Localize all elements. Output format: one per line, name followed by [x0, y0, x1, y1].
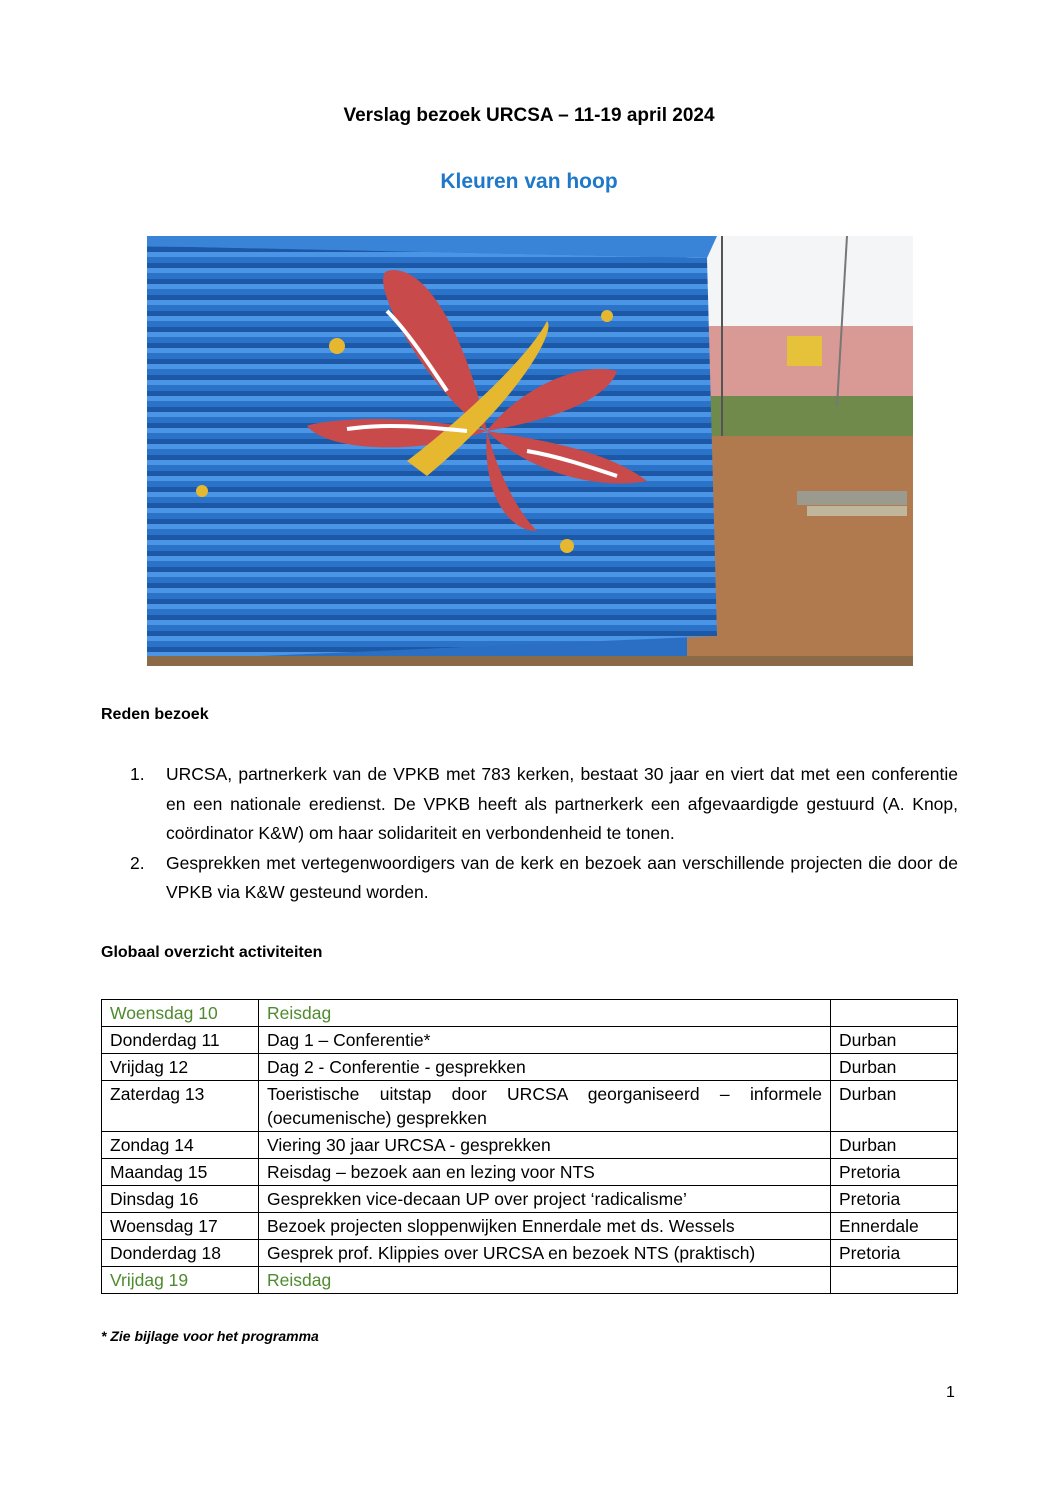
reasons-list: [130, 760, 958, 908]
table-row: [102, 1186, 958, 1213]
activity-cell: Gesprekken vice-decaan UP over project ‘radicalisme’: [259, 1186, 831, 1213]
place-cell: [831, 1267, 958, 1294]
list-item-text: Gesprekken met vertegenwoordigers van de kerk en bezoek aan verschillende projecten die door de VPKB via K&W gesteund worden.: [166, 852, 958, 902]
activity-cell: Dag 2 - Conferentie - gesprekken: [259, 1054, 831, 1081]
section-heading-reasons: Reden bezoek: [101, 706, 209, 723]
day-cell: Woensdag 17: [102, 1213, 259, 1240]
table-row: [102, 1159, 958, 1186]
day-cell: Vrijdag 12: [102, 1054, 259, 1081]
cover-photo-painted-butterfly-wall: [147, 236, 913, 666]
table-row: [102, 1213, 958, 1240]
place-cell: Pretoria: [831, 1186, 958, 1213]
day-cell: Donderdag 18: [102, 1240, 259, 1267]
activity-cell: Dag 1 – Conferentie*: [259, 1027, 831, 1054]
day-cell: Maandag 15: [102, 1159, 259, 1186]
list-item-number: 2.: [130, 852, 145, 873]
activity-cell: Toeristische uitstap door URCSA georganiseerd – informele (oecumenische) gesprekken: [259, 1081, 831, 1132]
document-title: Verslag bezoek URCSA – 11-19 april 2024: [343, 105, 715, 126]
table-row: [102, 1081, 958, 1132]
footnote: * Zie bijlage voor het programma: [101, 1328, 319, 1344]
place-cell: Durban: [831, 1132, 958, 1159]
activity-cell: Reisdag: [259, 1267, 831, 1294]
day-cell: Dinsdag 16: [102, 1186, 259, 1213]
place-cell: Pretoria: [831, 1240, 958, 1267]
day-cell: Woensdag 10: [102, 1000, 259, 1027]
activity-cell: Gesprek prof. Klippies over URCSA en bezoek NTS (praktisch): [259, 1240, 831, 1267]
list-item: [130, 849, 958, 908]
table-row: [102, 1027, 958, 1054]
day-cell: Zaterdag 13: [102, 1081, 259, 1132]
activity-cell: Bezoek projecten sloppenwijken Ennerdale met ds. Wessels: [259, 1213, 831, 1240]
list-item: [130, 760, 958, 849]
table-row: [102, 1267, 958, 1294]
place-cell: Durban: [831, 1054, 958, 1081]
day-cell: Vrijdag 19: [102, 1267, 259, 1294]
place-cell: [831, 1000, 958, 1027]
place-cell: Durban: [831, 1081, 958, 1132]
day-cell: Zondag 14: [102, 1132, 259, 1159]
activity-cell: Viering 30 jaar URCSA - gesprekken: [259, 1132, 831, 1159]
table-row: [102, 1000, 958, 1027]
place-cell: Ennerdale: [831, 1213, 958, 1240]
place-cell: Durban: [831, 1027, 958, 1054]
day-cell: Donderdag 11: [102, 1027, 259, 1054]
activities-table: [101, 999, 958, 1294]
activity-cell: Reisdag – bezoek aan en lezing voor NTS: [259, 1159, 831, 1186]
section-heading-overview: Globaal overzicht activiteiten: [101, 944, 323, 961]
list-item-text: URCSA, partnerkerk van de VPKB met 783 kerken, bestaat 30 jaar en viert dat met een conferentie en een nationale eredienst. De VPKB heeft als partnerkerk een afgevaardigde gestuurd (A. Knop, coördinator K&W) om haar solidariteit en verbondenheid te tonen.: [166, 764, 958, 843]
page-number: 1: [946, 1384, 955, 1401]
table-row: [102, 1054, 958, 1081]
table-row: [102, 1132, 958, 1159]
place-cell: Pretoria: [831, 1159, 958, 1186]
table-row: [102, 1240, 958, 1267]
activity-cell: Reisdag: [259, 1000, 831, 1027]
document-subtitle: Kleuren van hoop: [440, 170, 618, 193]
list-item-number: 1.: [130, 764, 145, 784]
